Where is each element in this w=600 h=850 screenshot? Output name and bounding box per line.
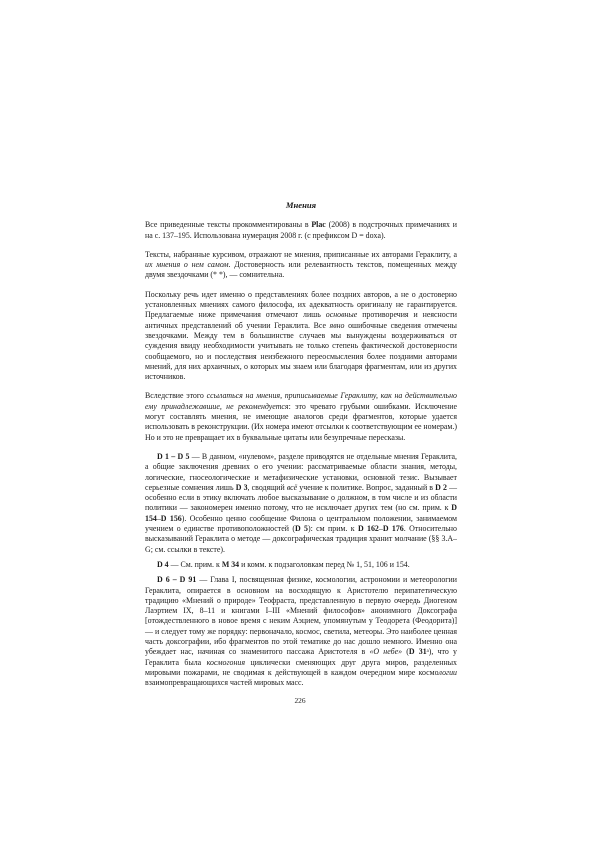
- paragraph-d4: D 4 — См. прим. к M 34 и комм. к подзаголовкам перед № 1, 51, 106 и 154.: [157, 559, 410, 569]
- page-number: 226: [294, 696, 306, 705]
- paragraph-d1-d5: D 1 – D 5 — В данном, «нулевом», разделе приводятся не отдельные мнения Гераклита, а общие заключения древних о его учении: рассматриваемые области знания, методы, логические, гносеологические и метафизические установки, основной тезис. Вызывает серьезные сомнения лишь D 3, сводящий всё учение к политике. Вопрос, заданный в D 2 — особенно если в этику включать любое высказывание о должном, в том числе и из области политики — закономерен именно потому, что не исключает других тем (но см. прим. к D 154–D 156). Особенно ценно сообщение Филона о центральном положении, занимаемом учением о единстве противоположностей (D 5): см прим. к D 162–D 176. Относительно высказываний Гераклита о методе — доксографическая традиция хранит молчание (§§ 3.A–G; см. ссылки в тексте).: [145, 451, 458, 554]
- paragraph-reliability: Поскольку речь идет именно о представлениях более поздних авторов, а не о достоверно установленных мнениях самого философа, их адекватность оригиналу не гарантируется. Предлагаемые ниже примечания отмечают лишь основные противоречия и неясности античных представлений об учении Гераклита. Все явно ошибочные сведения отмечены звездочками. Между тем в большинстве случаев мы вынуждены воздерживаться от суждения ввиду необходимости учитывать не только степень фактической достоверности сообщаемого, но и последствия неизбежного переосмысления более поздними авторами мнений, для них архаичных, о которых мы знаем или благодаря фрагментам, или из других источников.: [145, 289, 458, 382]
- page-title: Мнения: [285, 200, 317, 210]
- paragraph-caution: Вследствие этого ссылаться на мнения, приписываемые Гераклиту, как на действительно ему принадлежавшие, не рекомендуется: это чревато грубыми ошибками. Исключение могут составлять мнения, не имеющие аналогов среди фрагментов, которые удается использовать в реконструкции. (Их номера имеют отсылки к соответствующим ее номерам.) Но и это не превращает их в буквальные цитаты или безупречные пересказы.: [145, 391, 458, 442]
- page-body: [145, 200, 457, 688]
- paragraph-italic-note: Тексты, набранные курсивом, отражают не мнения, приписанные их авторами Гераклиту, а их мнения о нем самом. Достоверность или релевантность текстов, помещенных между двумя звездочками (* *), — сомнительна.: [145, 249, 458, 280]
- paragraph-d6-d91: D 6 – D 91 — Глава I, посвященная физике, космологии, астрономии и метеорологии Гераклита, опирается в основном на восходящую к Аристотелю перипатетическую традицию «Мнений о природе» Теофраста, представленную в первую очередь Диогеном Лаэртием IX, 8–11 и книгами I–III «Мнений философов» анонимного Доксографа [отождествленного в новое время с неким Аэцием, упомянутым у Теодорета (Феодорита)] — и следует тому же порядку: первоначало, космос, светила, метеоры. Это наиболее ценная часть доксографии, ибо фрагментов по этой тематике до нас дошло немного. Именно она убеждает нас, начиная со знаменитого пассажа Аристотеля в «О небе» (D 31ᵃ), что у Гераклита была космогония циклически сменяющих друг друга миров, разделенных мировыми пожарами, не сводимая к действующей в каждом очередном мире космологии взаимопревращающихся частей мировых масс.: [145, 575, 457, 688]
- paragraph-intro: Все приведенные тексты прокомментированы в Plac (2008) в подстрочных примечаниях и на с. 137–195. Использована нумерация 2008 г. (с префиксом D = doxa).: [145, 220, 457, 240]
